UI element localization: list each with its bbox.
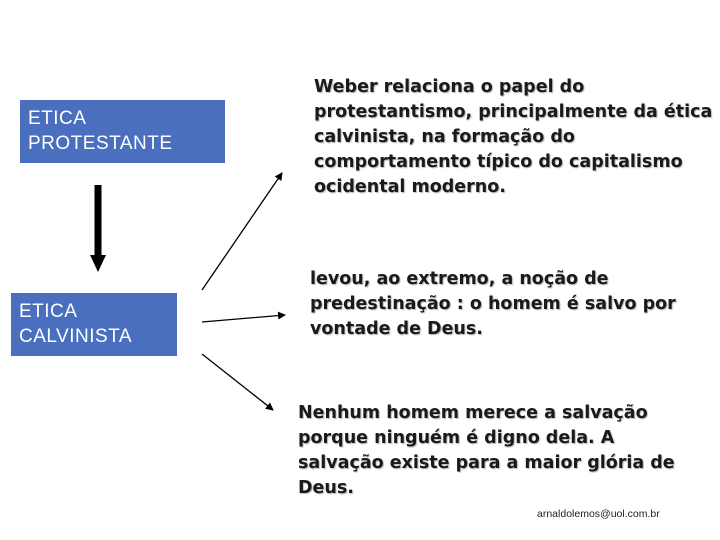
salvacao-text: Nenhum homem merece a salvação porque ninguém é digno dela. A salvação existe para a maior glória de Deus. — [298, 403, 675, 498]
arrow-to-weber — [202, 173, 282, 290]
predestinacao-text: levou, ao extremo, a noção de predestinação : o homem é salvo por vontade de Deus. — [310, 269, 676, 339]
arrowhead-down — [90, 255, 106, 272]
arrow-to-predestinacao — [202, 315, 285, 322]
box-protestante-line-1: ETICA — [28, 108, 87, 129]
etica-calvinista-box — [11, 293, 177, 356]
weber-text: Weber relaciona o papel do protestantismo, principalmente da ética calvinista, na formação do comportamento típico do capitalismo ocidental moderno. — [314, 77, 713, 197]
box-calvinista-line-2: CALVINISTA — [19, 326, 133, 347]
box-calvinista-line-1: ETICA — [19, 301, 78, 322]
author-email: arnaldolemos@uol.com.br — [537, 508, 660, 520]
box-protestante-line-2: PROTESTANTE — [28, 133, 173, 154]
arrow-to-salvacao — [202, 354, 273, 410]
etica-protestante-box — [20, 100, 225, 163]
